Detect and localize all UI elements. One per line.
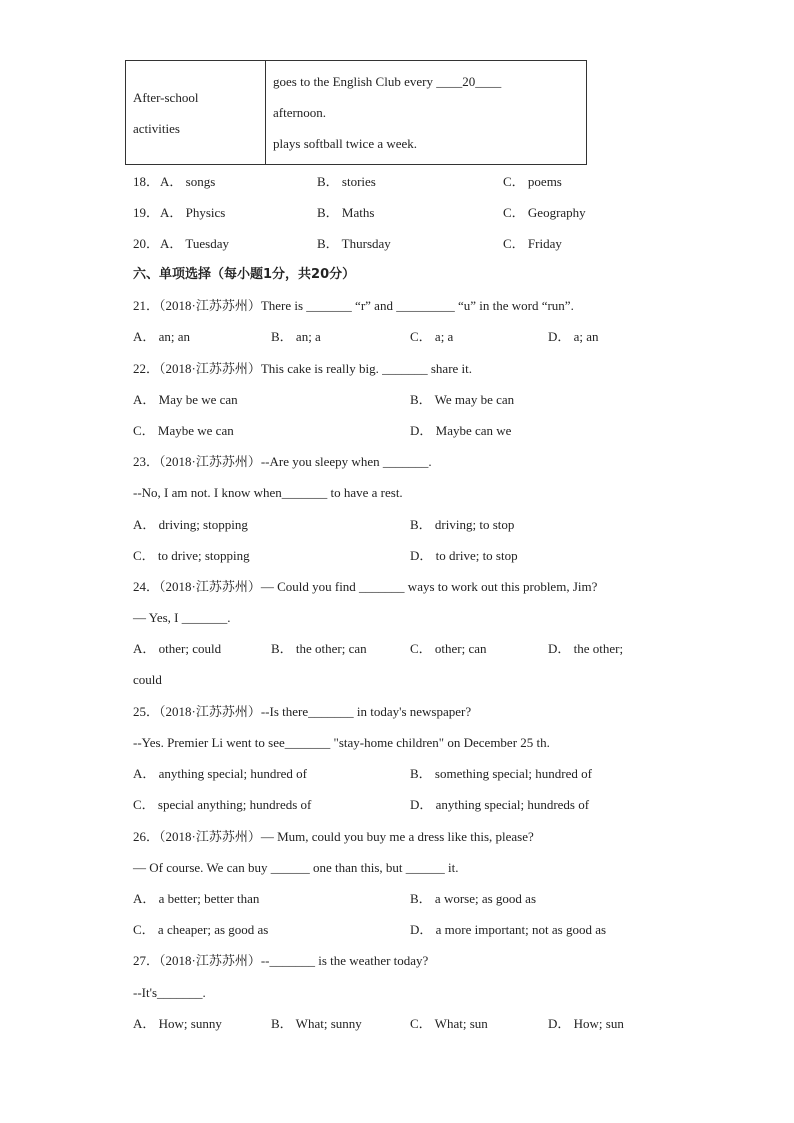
q27-stem: 27．（2018·江苏苏州）--_______ is the weather today? <box>133 953 429 968</box>
table-line1 <box>273 66 579 97</box>
q18-num: 18． <box>133 174 160 189</box>
q19-option-b: B． Maths <box>317 205 375 220</box>
q25-option-a: A． anything special; hundred of <box>133 766 308 781</box>
q21-option-c: C． a; a <box>410 329 454 344</box>
q23-option-b: B． driving; to stop <box>410 517 515 532</box>
q27-option-b: B． What; sunny <box>271 1016 362 1031</box>
q22-option-d: D． Maybe can we <box>410 423 512 438</box>
q20-num: 20． <box>133 236 160 251</box>
q23-line2: --No, I am not. I know when_______ to have a rest. <box>133 485 403 500</box>
q23-option-c: C． to drive; stopping <box>133 548 250 563</box>
q27-option-c: C． What; sun <box>410 1016 488 1031</box>
table-line3: plays softball twice a week. <box>273 136 418 151</box>
q22-option-a: A． May be we can <box>133 392 238 407</box>
q26-option-c: C． a cheaper; as good as <box>133 922 269 937</box>
q18-option-b: B． stories <box>317 174 376 189</box>
q25-option-c: C． special anything; hundreds of <box>133 797 312 812</box>
q18-option-a: A． songs <box>160 174 216 189</box>
q25-option-d: D． anything special; hundreds of <box>410 797 590 812</box>
q20-option-c: C． Friday <box>503 236 562 251</box>
table-label-line2: activities <box>133 120 180 136</box>
q24-line2: — Yes, I _______. <box>133 610 231 625</box>
table-label-cell <box>126 61 266 165</box>
q19-num: 19． <box>133 205 160 220</box>
q21-stem: 21．（2018·江苏苏州）There is _______ “r” and _________ “u” in the word “run”. <box>133 298 574 313</box>
q24-stem: 24．（2018·江苏苏州）— Could you find _______ ways to work out this problem, Jim? <box>133 579 598 594</box>
section-heading: 六、单项选择（每小题1分，共20分） <box>133 267 356 282</box>
q27-option-d: D． How; sun <box>548 1016 624 1031</box>
q22-option-b: B． We may be can <box>410 392 515 407</box>
q27-line2: --It's_______. <box>133 985 206 1000</box>
q24-option-d: D． the other; <box>548 641 624 656</box>
q19-option-a: A． Physics <box>160 205 226 220</box>
q27-option-a: A． How; sunny <box>133 1016 222 1031</box>
q20-option-a: A． Tuesday <box>160 236 229 251</box>
q26-option-a: A． a better; better than <box>133 891 260 906</box>
q21-option-a: A． an; an <box>133 329 191 344</box>
q21-option-b: B． an; a <box>271 329 321 344</box>
q26-stem: 26．（2018·江苏苏州）— Mum, could you buy me a dress like this, please? <box>133 829 534 844</box>
table-label-line1: After-school <box>133 89 199 105</box>
q26-option-d: D． a more important; not as good as <box>410 922 607 937</box>
q25-option-b: B． something special; hundred of <box>410 766 592 781</box>
q25-stem: 25．（2018·江苏苏州）--Is there_______ in today's newspaper? <box>133 704 472 719</box>
q18-option-c: C． poems <box>503 174 562 189</box>
q24-option-a: A． other; could <box>133 641 222 656</box>
q24-option-b: B． the other; can <box>271 641 367 656</box>
q26-line2: — Of course. We can buy ______ one than this, but ______ it. <box>133 860 459 875</box>
q20-option-b: B． Thursday <box>317 236 391 251</box>
activities-table <box>125 60 587 165</box>
q22-stem: 22．（2018·江苏苏州）This cake is really big. _______ share it. <box>133 361 473 376</box>
q26-option-b: B． a worse; as good as <box>410 891 537 906</box>
q23-option-d: D． to drive; to stop <box>410 548 518 563</box>
table-content-cell <box>266 61 587 165</box>
q23-option-a: A． driving; stopping <box>133 517 248 532</box>
q23-stem: 23．（2018·江苏苏州）--Are you sleepy when _______. <box>133 454 432 469</box>
q24-option-d-cont: could <box>133 672 162 687</box>
q25-line2: --Yes. Premier Li went to see_______ "stay-home children" on December 25 th. <box>133 735 550 750</box>
q19-option-c: C． Geography <box>503 205 586 220</box>
q21-option-d: D． a; an <box>548 329 599 344</box>
table-line1-underlined: ____20____ <box>436 74 502 89</box>
table-line2: afternoon. <box>273 105 327 120</box>
q22-option-c: C． Maybe we can <box>133 423 234 438</box>
table-line1-text: goes to the English Club every <box>273 74 437 89</box>
q24-option-c: C． other; can <box>410 641 487 656</box>
